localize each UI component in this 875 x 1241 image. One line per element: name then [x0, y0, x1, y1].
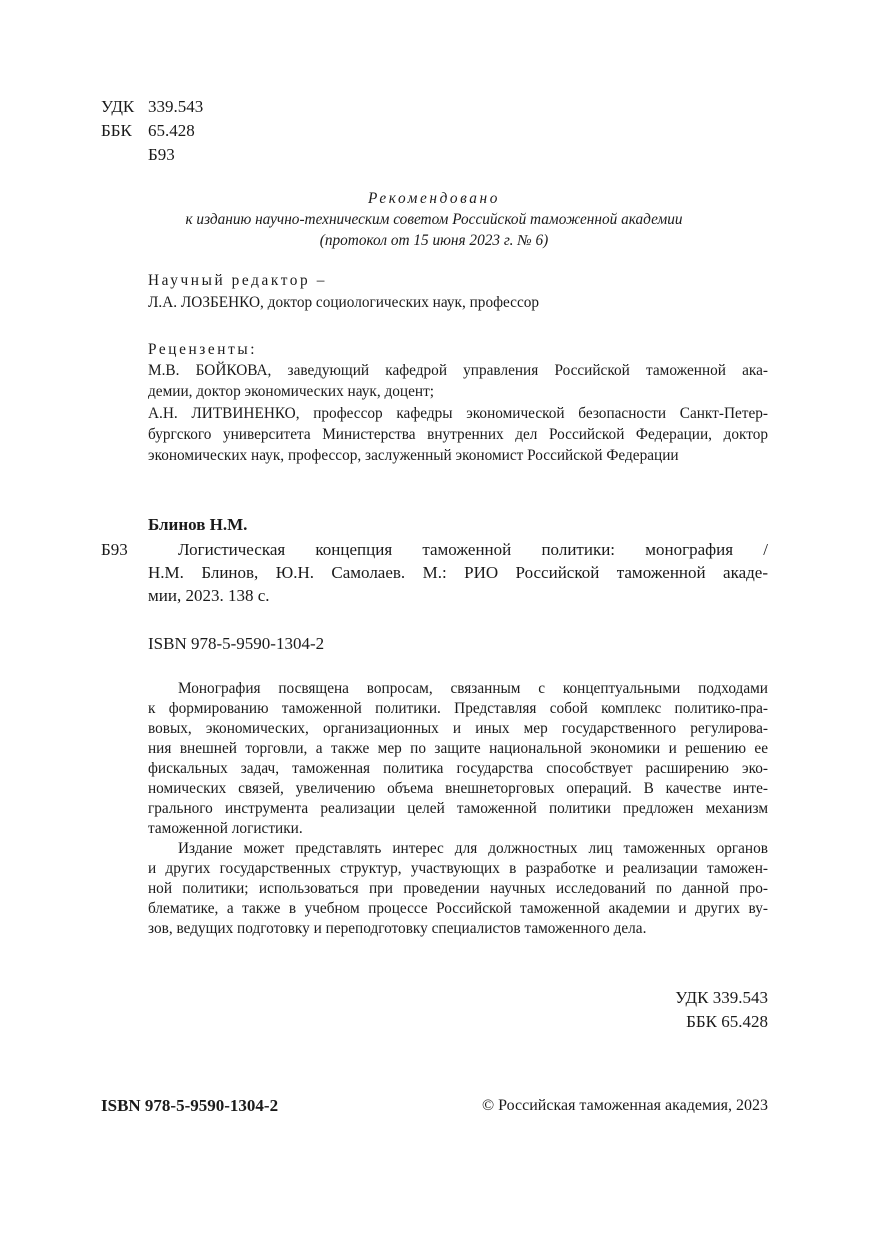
- bibliography-author: Блинов Н.М.: [148, 515, 248, 534]
- abstract-line: к формированию таможенной политики. Представляя собой комплекс политико-пра-: [148, 700, 768, 717]
- abstract-line: и других государственных структур, участвующих в разработке и реализации таможен-: [148, 860, 768, 877]
- footer-copyright: © Российская таможенная академия, 2023: [481, 1097, 768, 1114]
- abstract-line: фискальных задач, таможенная политика государства способствует расширению эко-: [148, 760, 768, 777]
- abstract-line: грального инструмента реализации целей таможенной политики предложен механизм: [148, 800, 768, 817]
- abstract-block: [148, 680, 768, 940]
- bibliography-line: Н.М. Блинов, Ю.Н. Самолаев. М.: РИО Российской таможенной акаде-: [148, 563, 768, 582]
- reviewer-2-line: А.Н. ЛИТВИНЕНКО, профессор кафедры экономической безопасности Санкт-Петер-: [148, 405, 768, 422]
- bottom-bbk: ББК 65.428: [686, 1012, 768, 1031]
- author-code: Б93: [148, 145, 175, 164]
- reviewers-heading: Рецензенты:: [148, 341, 258, 358]
- bbk-value: 65.428: [148, 121, 195, 140]
- editor-name: Л.А. ЛОЗБЕНКО, доктор социологических наук, профессор: [148, 294, 540, 311]
- abstract-line: ной политики; использоваться при проведении научных исследований по данной про-: [148, 880, 768, 897]
- bibliography-line: Логистическая концепция таможенной политики: монография /: [178, 540, 768, 559]
- bottom-udk: УДК 339.543: [675, 988, 768, 1007]
- abstract-line: Монография посвящена вопросам, связанным с концептуальными подходами: [178, 680, 768, 697]
- bibliography-code: Б93: [101, 540, 128, 559]
- bibliography-line: мии, 2023. 138 с.: [148, 586, 270, 605]
- editor-heading: Научный редактор –: [148, 272, 327, 289]
- recommendation-line-1: к изданию научно-техническим советом Российской таможенной академии: [185, 211, 683, 228]
- abstract-line: таможенной логистики.: [148, 820, 303, 837]
- reviewer-2-line: бургского университета Министерства внутренних дел Российской Федерации, доктор: [148, 426, 768, 443]
- abstract-line: зов, ведущих подготовку и переподготовку специалистов таможенного дела.: [148, 920, 647, 937]
- abstract-line: блематике, а также в учебном процессе Российской таможенной академии и других ву-: [148, 900, 768, 917]
- udk-label: УДК: [101, 97, 135, 116]
- abstract-line: вовых, экономических, организационных и иных мер государственного регулирова-: [148, 720, 768, 737]
- bibliography-isbn: ISBN 978-5-9590-1304-2: [148, 634, 325, 653]
- abstract-line: Издание может представлять интерес для должностных лиц таможенных органов: [178, 840, 768, 857]
- abstract-line: ния внешней торговли, а также мер по защите национальной экономики и решению ее: [148, 740, 768, 757]
- bottom-codes: [500, 988, 768, 1038]
- footer-copyright-wrap: [400, 1097, 768, 1121]
- editor-block: [148, 272, 768, 322]
- bbk-label: ББК: [101, 121, 132, 140]
- reviewer-2-line: экономических наук, профессор, заслуженный экономист Российской Федерации: [148, 447, 679, 464]
- udk-value: 339.543: [148, 97, 204, 116]
- recommendation-block: [101, 190, 767, 260]
- reviewers-block: [148, 341, 768, 471]
- recommendation-heading: Рекомендовано: [368, 190, 500, 207]
- reviewer-1-line: демии, доктор экономических наук, доцент;: [148, 383, 435, 400]
- footer-isbn: ISBN 978-5-9590-1304-2: [101, 1096, 279, 1115]
- reviewer-1-line: М.В. БОЙКОВА, заведующий кафедрой управления Российской таможенной ака-: [148, 362, 768, 379]
- recommendation-line-2: (протокол от 15 июня 2023 г. № 6): [319, 232, 549, 249]
- abstract-line: номических связей, увеличению объема внешнеторговых операций. В качестве инте-: [148, 780, 768, 797]
